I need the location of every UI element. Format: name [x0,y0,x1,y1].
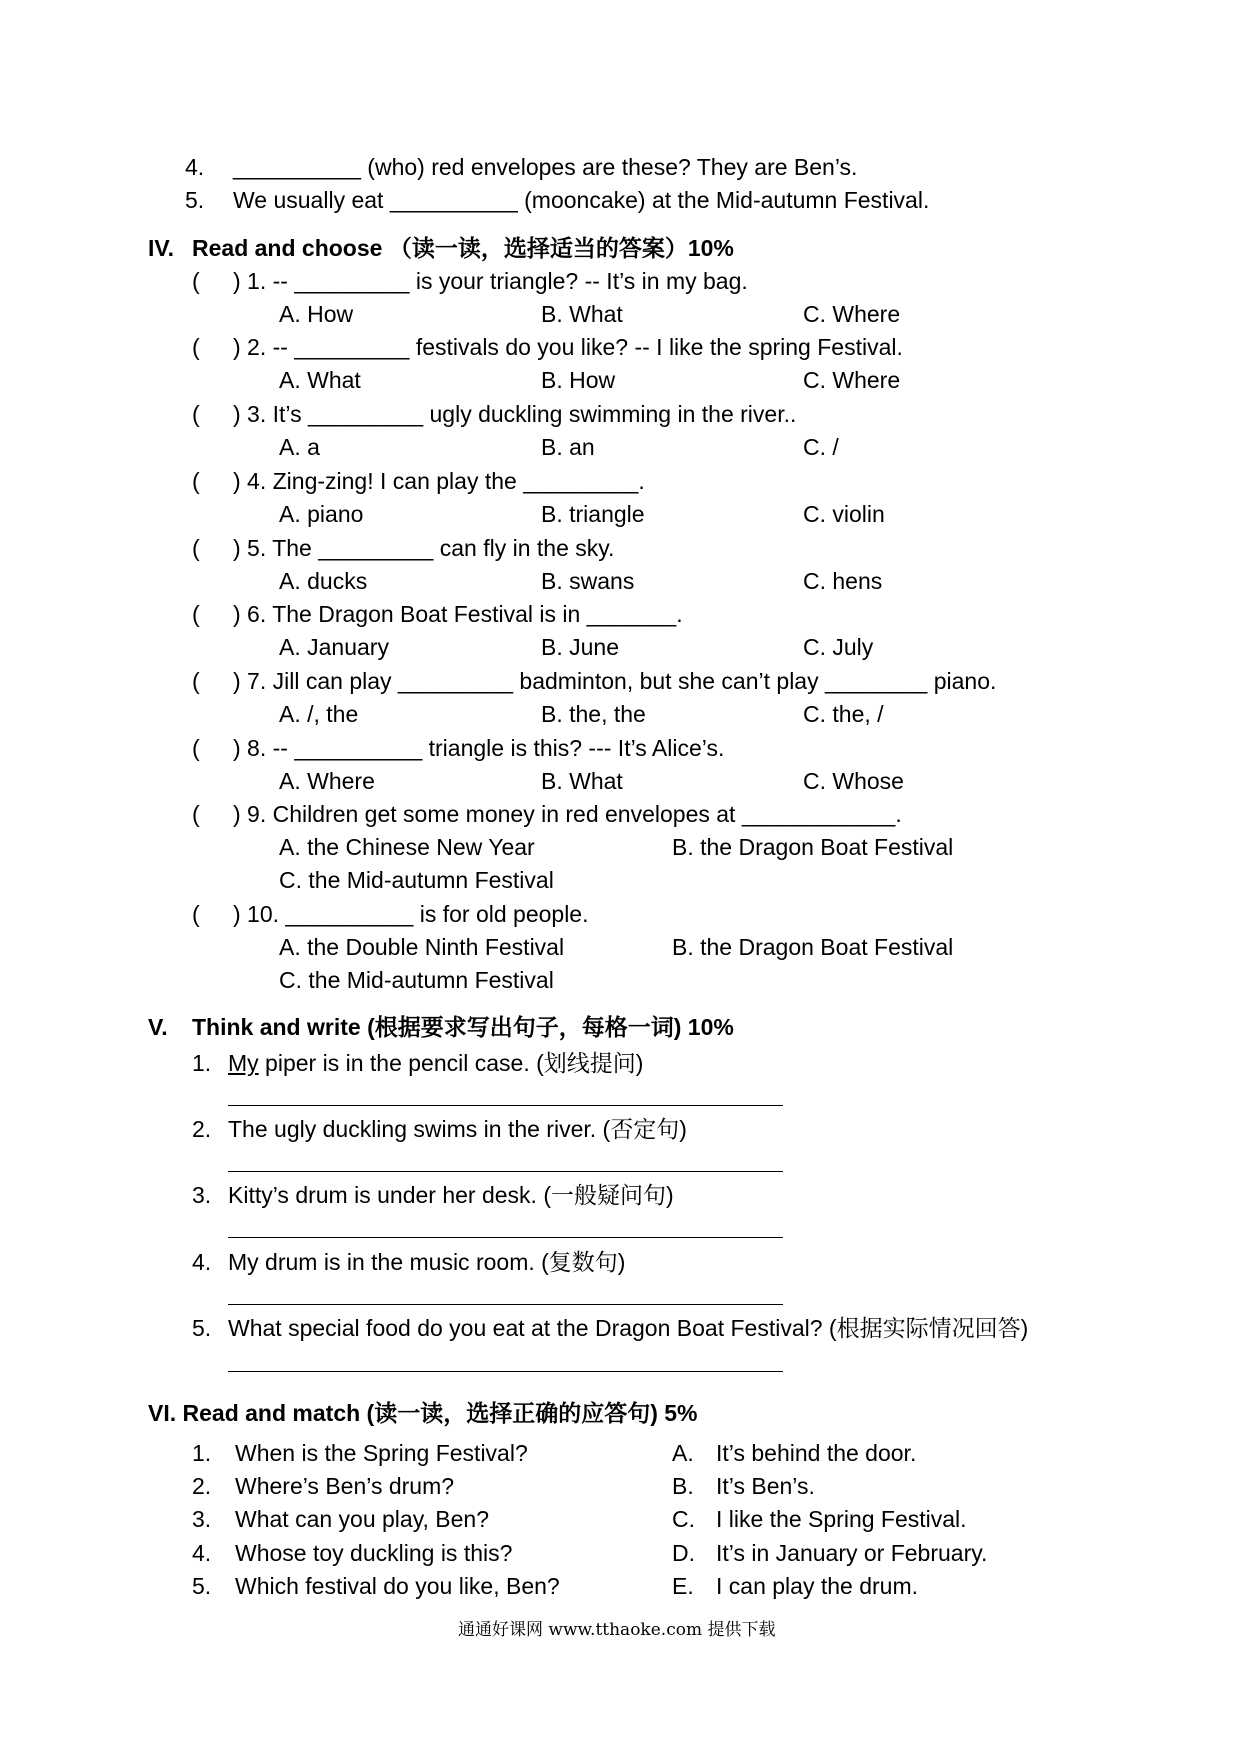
answer-bracket[interactable]: ( [192,601,200,627]
option-b: B. the Dragon Boat Festival [672,934,954,960]
option-c: C. / [803,434,839,460]
answer-letter: C. [672,1506,695,1532]
match-answer: I can play the drum. [716,1573,918,1599]
option-c: C. July [803,634,874,660]
match-question: Whose toy duckling is this? [235,1540,513,1566]
option-b: B. How [541,367,616,393]
section-title: Think and write (根据要求写出句子，每格一词) 10% [192,1014,734,1040]
option-a: A. How [279,301,354,327]
item-number: 1. [192,1050,212,1076]
section-title: Read and choose （读一读，选择适当的答案）10% [192,235,734,261]
answer-letter: B. [672,1473,694,1499]
question-stem: ) 9. Children get some money in red envelopes at ____________. [233,801,902,827]
footer-text: 通通好课网 www.tthaoke.com 提供下载 [458,1620,776,1640]
option-a: A. piano [279,501,364,527]
underlined-word: My [228,1050,259,1076]
item-number: 4. [185,154,205,180]
answer-line[interactable] [228,1171,783,1172]
option-a: A. What [279,367,361,393]
match-question: When is the Spring Festival? [235,1440,528,1466]
answer-letter: A. [672,1440,694,1466]
section-number: IV. [148,235,175,261]
match-answer: It’s Ben’s. [716,1473,815,1499]
question-stem: ) 10. __________ is for old people. [233,901,589,927]
match-answer: I like the Spring Festival. [716,1506,967,1532]
item-number: 2. [192,1116,212,1142]
question-number: 4. [192,1540,212,1566]
option-a: A. the Chinese New Year [279,834,535,860]
prompt-text: piper is in the pencil case. (划线提问) [258,1050,644,1076]
option-c: C. Where [803,367,901,393]
option-c: C. the, / [803,701,884,727]
item-number: 5. [185,187,205,213]
answer-bracket[interactable]: ( [192,668,200,694]
question-stem: ) 3. It’s _________ ugly duckling swimming in the river.. [233,401,797,427]
question-stem: ) 4. Zing-zing! I can play the _________. [233,468,645,494]
option-a: A. January [279,634,389,660]
item-number: 3. [192,1182,212,1208]
option-c: C. Whose [803,768,904,794]
rewrite-prompt [228,1052,643,1075]
option-b: B. triangle [541,501,645,527]
match-answer: It’s behind the door. [716,1440,917,1466]
option-c: C. hens [803,568,883,594]
rewrite-prompt: What special food do you eat at the Dragon Boat Festival? (根据实际情况回答) [228,1315,1029,1341]
answer-letter: E. [672,1573,694,1599]
option-b: B. June [541,634,619,660]
option-a: A. the Double Ninth Festival [279,934,565,960]
rewrite-prompt: Kitty’s drum is under her desk. (一般疑问句) [228,1182,674,1208]
fill-blank-sentence: __________ (who) red envelopes are these? They are Ben’s. [233,154,858,180]
question-number: 1. [192,1440,212,1466]
option-c: C. violin [803,501,885,527]
answer-bracket[interactable]: ( [192,901,200,927]
answer-line[interactable] [228,1105,783,1106]
answer-bracket[interactable]: ( [192,268,200,294]
answer-bracket[interactable]: ( [192,535,200,561]
question-stem: ) 1. -- _________ is your triangle? -- It’s in my bag. [233,268,748,294]
question-number: 3. [192,1506,212,1532]
answer-line[interactable] [228,1371,783,1372]
option-a: A. a [279,434,320,460]
option-c: C. the Mid-autumn Festival [279,967,554,993]
match-answer: It’s in January or February. [716,1540,988,1566]
section-number: V. [148,1014,168,1040]
answer-bracket[interactable]: ( [192,401,200,427]
option-b: B. the, the [541,701,646,727]
question-number: 5. [192,1573,212,1599]
answer-bracket[interactable]: ( [192,735,200,761]
question-number: 2. [192,1473,212,1499]
answer-line[interactable] [228,1237,783,1238]
question-stem: ) 6. The Dragon Boat Festival is in _______. [233,601,683,627]
option-c: C. the Mid-autumn Festival [279,867,554,893]
fill-blank-sentence: We usually eat __________ (mooncake) at the Mid-autumn Festival. [233,187,930,213]
option-c: C. Where [803,301,901,327]
option-b: B. an [541,434,595,460]
answer-line[interactable] [228,1304,783,1305]
item-number: 4. [192,1249,212,1275]
option-a: A. Where [279,768,375,794]
rewrite-prompt: The ugly duckling swims in the river. (否定句) [228,1116,687,1142]
option-a: A. ducks [279,568,368,594]
match-question: What can you play, Ben? [235,1506,489,1532]
option-b: B. swans [541,568,635,594]
answer-bracket[interactable]: ( [192,801,200,827]
answer-letter: D. [672,1540,695,1566]
option-b: B. What [541,768,623,794]
answer-bracket[interactable]: ( [192,468,200,494]
question-stem: ) 2. -- _________ festivals do you like? -- I like the spring Festival. [233,334,903,360]
item-number: 5. [192,1315,212,1341]
option-a: A. /, the [279,701,359,727]
match-question: Which festival do you like, Ben? [235,1573,560,1599]
option-b: B. the Dragon Boat Festival [672,834,954,860]
question-stem: ) 7. Jill can play _________ badminton, but she can’t play ________ piano. [233,668,997,694]
section-title: VI. Read and match (读一读，选择正确的应答句) 5% [148,1400,698,1426]
question-stem: ) 5. The _________ can fly in the sky. [233,535,615,561]
answer-bracket[interactable]: ( [192,334,200,360]
match-question: Where’s Ben’s drum? [235,1473,455,1499]
rewrite-prompt: My drum is in the music room. (复数句) [228,1249,626,1275]
option-b: B. What [541,301,623,327]
question-stem: ) 8. -- __________ triangle is this? --- It’s Alice’s. [233,735,725,761]
